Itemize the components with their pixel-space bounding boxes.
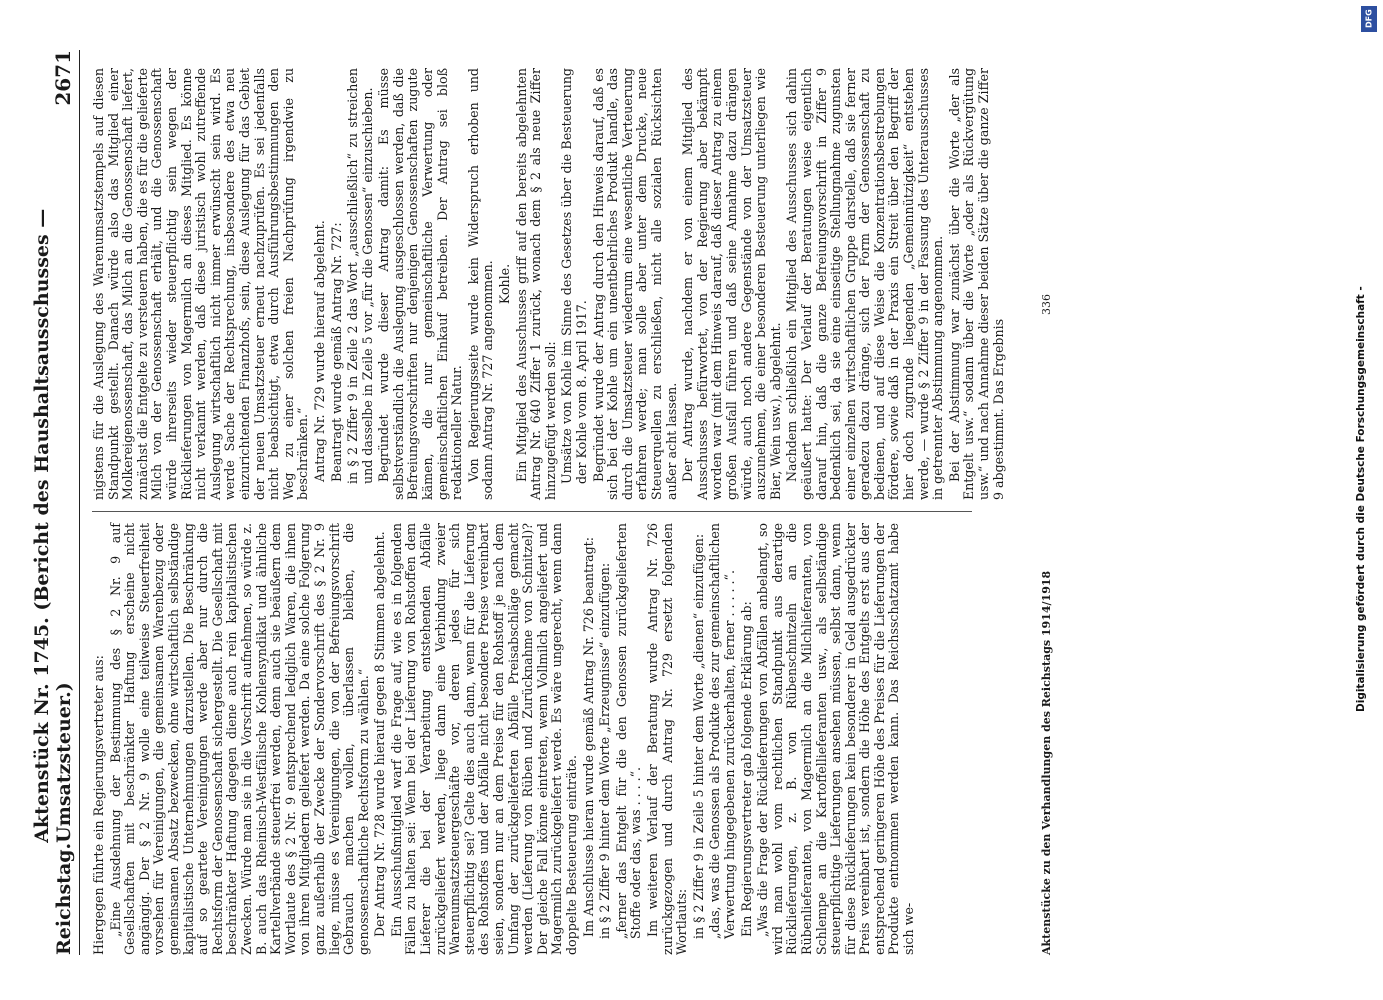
section-heading: Kohle. — [497, 263, 513, 305]
paragraph: „Eine Ausdehnung der Bestimmung des § 2 Nr. 9 auf Gesellschaften mit beschränkter Haftung erscheine nicht angängig. Der § 2 Nr. 9 wolle eine teilweise Steuerfreiheit vorsehen für Vereinigungen, die gemeinsamen Warenbezug oder gemeinsamen Absatz bezwecken, ohne wirtschaftlich selbständige kapitalistische Unternehmungen darzustellen. Die Beschränkung auf so geartete Vereinigungen werde aber nur durch die Rechtsform der Genossenschaft sichergestellt. Die Gesellschaft mit beschränkter Haftung dagegen diene auch rein kapitalistischen Zwecken. Würde man sie in die Vorschrift aufnehmen, so würde z. B. auch das Rheinisch-Westfälische Kohlensyndikat und ähnliche Kartellverbände steuerfrei werden, denn auch sie beäußern dem Wortlaute des § 2 Nr. 9 entsprechend lediglich Waren, die ihnen von ihren Mitgliedern geliefert werden. Da eine solche Folgerung ganz außerhalb der Zwecke der Sondervorschrift des § 2 Nr. 9 liege, müsse es Vereinigungen, die von der Befreiungsvorschrift Gebrauch machen wollen, überlassen bleiben, die genossenschaftliche Rechtsform zu wählen.“ — [107, 523, 371, 955]
paragraph: „Was die Frage der Rücklieferungen von Abfällen anbelangt, so wird man wohl vom rechtlichen Standpunkt aus derartige Rücklieferungen, z. B. von Rübenschnitzeln an die Rübenlieferanten, von Magermilch an die Milchlieferanten, von Schlempe an die Kartoffellieferanten usw., als selbständige steuerpflichtige Lieferungen ansehen müssen, selbst dann, wenn für diese Rücklieferungen kein besonderer in Geld ausgedrückter Preis vereinbart ist, sondern die Höhe des Entgelts erst aus der entsprechend geringeren Höhe des Preises für die Lieferungen der Produkte entnommen werden kann. Das Reichsschatzamt habe sich we- — [755, 523, 917, 955]
paragraph: nigstens für die Auslegung des Warenumsatzstempels auf diesen Standpunkt gestellt. Danach würde also das Mitglied einer Molkereigenossenschaft, das Milch an die Genossenschaft liefert, zunächst die Entgelte zu versteuern haben, die es für die gelieferte Milch von der Genossenschaft erhält, und die Genossenschaft würde ihrerseits wieder steuerpflichtig sein wegen der Rücklieferungen von Magermilch an dieses Mitglied. Es könne nicht verkannt werden, daß diese juristisch wohl zutreffende Auslegung wirtschaftlich nicht immer erwünscht sein wird. Es werde Sache der Rechtsprechung, insbesondere des etwa neu einzurichtenden Finanzhofs, sein, diese Auslegung für das Gebiet der neuen Umsatzsteuer erneut nachzuprüfen. Es sei jedenfalls nicht beabsichtigt, etwa durch Ausführungsbestimmungen den Weg zu einer solchen freien Nachprüfung irgendwie zu beschränken.“ — [91, 68, 311, 500]
digitization-note: Digitalisierung gefördert durch die Deutsche Forschungsgemeinschaft - — [1355, 286, 1367, 712]
paragraph: in § 2 Ziffer 9 in Zeile 5 hinter dem Worte „dienen“ einzufügen: — [690, 533, 706, 939]
page-header — [31, 50, 80, 955]
paragraph: in § 2 Ziffer 9 in Zeile 2 das Wort „ausschließlich“ zu streichen und dasselbe in Zeile 5 vor „für die Genossen“ einzuschieben. — [345, 68, 375, 484]
paragraph: Nachdem schließlich ein Mitglied des Ausschusses sich dahin geäußert hatte: Der Verlauf der Beratungen weise eigentlich darauf hin, daß die ganze Befreiungsvorschrift in Ziffer 9 bedenklich sei, da sie eine einseitige Stellungnahme zugunsten einer einzelnen wirtschaftlichen Gruppe darstelle, daß sie ferner geradezu dazu dränge, sich der Form der Genossenschaft zu bedienen, und auf diese Weise die Konzentrationsbestrebungen fördere, sowie daß in der Praxis ein Streit über den Begriff der hier doch zugrunde liegenden „Gemeinnützigkeit“ entstehen werde, — wurde § 2 Ziffer 9 in der Fassung des Unterausschusses in getrennter Abstimmung angenommen. — [784, 68, 946, 500]
paragraph: Ein Ausschußmitglied warf die Frage auf, wie es in folgenden Fällen zu halten sei: Wenn bei der Lieferung von Rohstoffen dem Lieferer die bei der Verarbeitung entstehenden Abfälle zurückgeliefert werden, liege dann eine Verbindung zweier Warenumsatzsteuergeschäfte vor, deren jedes für sich steuerpflichtig sei? Gelte dies auch dann, wenn für die Lieferung des Rohstoffes und der Abfälle nicht besondere Preise vereinbart seien, sondern nur an dem Preise für den Rohstoff je nach dem Umfang der zurückgelieferten Abfälle Preisabschläge gemacht werden (Lieferung von Rüben und Zurücknahme von Schnitzel)? Der gleiche Fall könne eintreten, wenn Vollmilch angeliefert und Magermilch zurückgeliefert werde. Es wäre ungerecht, wenn dann doppelte Besteuerung einträte. — [388, 523, 579, 955]
paragraph: Der Antrag wurde, nachdem er von einem Mitglied des Ausschusses befürwortet, von der Regierung aber bekämpft worden war (mit dem Hinweis darauf, daß dieser Antrag zu einem großen Ausfall führen und daß seine Annahme dazu drängen würde, auch noch andere Gegenstände von der Umsatzsteuer auszunehmen, die einer besonderen Besteuerung unterliegen wie Bier, Wein usw.), abgelehnt. — [680, 68, 783, 500]
paragraph: Im Anschlusse hieran wurde gemäß Antrag Nr. 726 beantragt: — [580, 537, 596, 937]
paragraph: Hiergegen führte ein Regierungsvertreter aus: — [91, 655, 106, 955]
paragraph: Begründet wurde der Antrag durch den Hinweis darauf, daß es sich bei der Kohle um ein unentbehrliches Produkt handle, das durch die Umsatzsteuer wiederum eine wesentliche Verteuerung erfahren werde; man solle aber unter dem Drucke, neue Steuerquellen zu erschließen, nicht alle sozialen Rücksichten außer acht lassen. — [590, 68, 679, 500]
paragraph: Beantragt wurde gemäß Antrag Nr. 727: — [328, 222, 344, 482]
paragraph: Ein Regierungsvertreter gab folgende Erklärung ab: — [738, 601, 754, 937]
paragraph: „das, was die Genossen als Produkte des zur gemeinschaftlichen Verwertung hingegebenen zurückerhalten, ferner . . . . .“. — [707, 523, 737, 939]
scanned-page — [31, 50, 1290, 955]
header-page-number: 2671 — [51, 50, 75, 106]
header-title: Aktenstück Nr. 1745. (Bericht des Haushaltsausschusses — Umsatzsteuer.) — [31, 208, 75, 843]
paragraph: Antrag Nr. 729 wurde hierauf abgelehnt. — [311, 220, 327, 482]
paragraph: Begründet wurde dieser Antrag damit: Es müsse selbstverständlich die Auslegung ausgeschlossen werden, daß die Befreiungsvorschriften nur denjenigen Genossenschaften zugute kämen, die nur gemeinschaftliche Verwertung oder gemeinschaftlichen Einkauf betreiben. Der Antrag sei bloß redaktioneller Natur. — [376, 68, 465, 500]
paragraph: Der Antrag Nr. 728 wurde hierauf gegen 8 Stimmen abgelehnt. — [372, 531, 388, 937]
paragraph: Umsätze von Kohle im Sinne des Gesetzes über die Besteuerung der Kohle vom 8. April 1917. — [559, 68, 589, 484]
left-column — [92, 523, 919, 955]
footer-page-number: 336 — [1040, 294, 1053, 315]
page-footer: Aktenstücke zu den Verhandlungen des Reichstags 1914/1918 — [1040, 570, 1053, 955]
dfg-logo: DFG — [1361, 6, 1377, 32]
right-column — [92, 68, 1008, 500]
paragraph: Ein Mitglied des Ausschusses griff auf den bereits abgelehnten Antrag Nr. 640 Ziffer 1 zurück, wonach dem § 2 als neue Ziffer hinzugefügt werden soll: — [513, 68, 558, 500]
paragraph: Bei der Abstimmung war zunächst über die Worte „der als Entgelt usw.“ sodann über die Worte „oder als Rückvergütung usw.“ und nach Annahme dieser beiden Sätze über die ganze Ziffer 9 abgestimmt. Das Ergebnis — [946, 68, 1006, 500]
paragraph: Von Regierungsseite wurde kein Widerspruch erhoben und sodann Antrag Nr. 727 angenommen. — [465, 68, 496, 500]
header-left: Reichstag. — [53, 842, 75, 955]
paragraph: „ferner das Entgelt für die den Genossen zurückgelieferten Stoffe oder das, was . . . .“. — [613, 523, 644, 939]
column-divider — [92, 511, 972, 512]
paragraph: in § 2 Ziffer 9 hinter dem Worte „Erzeugnisse“ einzufügen: — [597, 562, 613, 939]
paragraph: Im weiteren Verlauf der Beratung wurde Antrag Nr. 726 zurückgezogen und durch Antrag Nr. 729 ersetzt folgenden Wortlauts: — [644, 523, 690, 955]
